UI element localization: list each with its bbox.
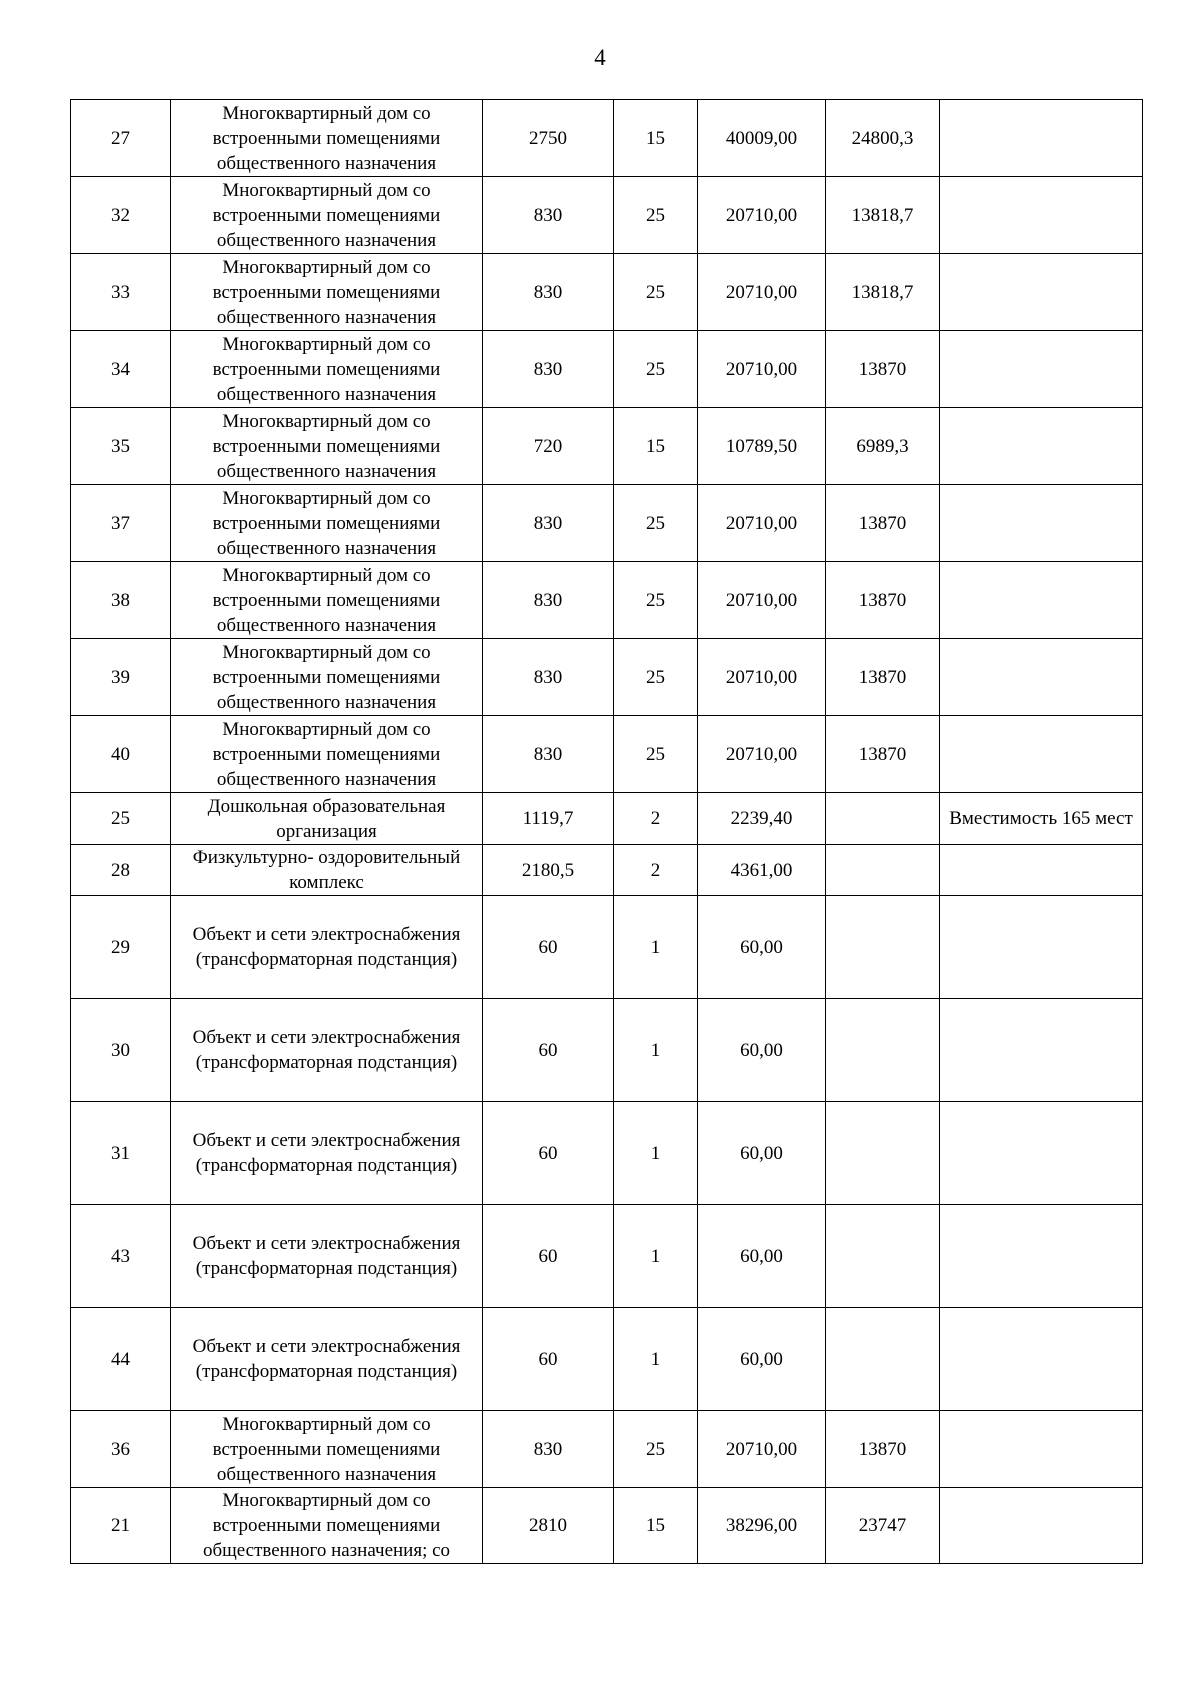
cell-value-6 (826, 999, 940, 1102)
cell-number: 29 (71, 896, 171, 999)
table-row (71, 999, 1143, 1102)
cell-number: 40 (71, 716, 171, 793)
cell-value-3: 830 (483, 639, 614, 716)
cell-value-4: 25 (614, 562, 698, 639)
cell-value-4: 25 (614, 1411, 698, 1488)
cell-value-5: 20710,00 (698, 254, 826, 331)
cell-value-5: 20710,00 (698, 177, 826, 254)
table-row (71, 408, 1143, 485)
cell-value-3: 830 (483, 716, 614, 793)
cell-note: Вместимость 165 мест (940, 793, 1143, 845)
cell-value-4: 25 (614, 639, 698, 716)
cell-object-name: Многоквартирный дом со встроенными помещениями общественного назначения (171, 254, 483, 331)
cell-number: 36 (71, 1411, 171, 1488)
table-row (71, 1411, 1143, 1488)
cell-object-name: Многоквартирный дом со встроенными помещениями общественного назначения; со (171, 1488, 483, 1564)
cell-value-3: 830 (483, 177, 614, 254)
cell-value-3: 2180,5 (483, 845, 614, 896)
cell-value-5: 2239,40 (698, 793, 826, 845)
cell-object-name: Объект и сети электроснабжения (трансформаторная подстанция) (171, 1205, 483, 1308)
objects-table (70, 99, 1143, 1564)
cell-value-6: 13818,7 (826, 177, 940, 254)
cell-value-5: 20710,00 (698, 485, 826, 562)
cell-value-5: 10789,50 (698, 408, 826, 485)
cell-object-name: Многоквартирный дом со встроенными помещениями общественного назначения (171, 100, 483, 177)
cell-value-4: 25 (614, 485, 698, 562)
table-row (71, 639, 1143, 716)
cell-value-5: 38296,00 (698, 1488, 826, 1564)
cell-number: 39 (71, 639, 171, 716)
cell-value-3: 2810 (483, 1488, 614, 1564)
cell-object-name: Дошкольная образовательная организация (171, 793, 483, 845)
cell-note (940, 254, 1143, 331)
cell-value-6 (826, 1102, 940, 1205)
table-row (71, 485, 1143, 562)
cell-value-5: 20710,00 (698, 331, 826, 408)
table-row (71, 100, 1143, 177)
cell-value-3: 60 (483, 999, 614, 1102)
cell-number: 44 (71, 1308, 171, 1411)
cell-value-6 (826, 845, 940, 896)
cell-value-4: 2 (614, 793, 698, 845)
cell-value-3: 720 (483, 408, 614, 485)
cell-value-5: 60,00 (698, 1205, 826, 1308)
cell-value-4: 2 (614, 845, 698, 896)
cell-value-5: 20710,00 (698, 639, 826, 716)
table-row (71, 896, 1143, 999)
cell-value-3: 830 (483, 331, 614, 408)
cell-object-name: Объект и сети электроснабжения (трансформаторная подстанция) (171, 999, 483, 1102)
cell-value-5: 60,00 (698, 999, 826, 1102)
cell-object-name: Многоквартирный дом со встроенными помещениями общественного назначения (171, 639, 483, 716)
table-row (71, 845, 1143, 896)
cell-number: 35 (71, 408, 171, 485)
cell-value-6: 13870 (826, 639, 940, 716)
cell-value-4: 25 (614, 254, 698, 331)
cell-value-5: 60,00 (698, 896, 826, 999)
cell-value-3: 2750 (483, 100, 614, 177)
cell-value-6: 13870 (826, 331, 940, 408)
cell-value-4: 1 (614, 999, 698, 1102)
cell-note (940, 845, 1143, 896)
cell-object-name: Многоквартирный дом со встроенными помещениями общественного назначения (171, 485, 483, 562)
cell-note (940, 716, 1143, 793)
cell-object-name: Объект и сети электроснабжения (трансформаторная подстанция) (171, 1308, 483, 1411)
cell-object-name: Многоквартирный дом со встроенными помещениями общественного назначения (171, 331, 483, 408)
cell-number: 28 (71, 845, 171, 896)
cell-value-3: 830 (483, 562, 614, 639)
cell-object-name: Многоквартирный дом со встроенными помещениями общественного назначения (171, 408, 483, 485)
cell-value-6 (826, 793, 940, 845)
cell-number: 30 (71, 999, 171, 1102)
cell-note (940, 1411, 1143, 1488)
cell-value-4: 15 (614, 408, 698, 485)
cell-value-5: 20710,00 (698, 562, 826, 639)
cell-value-3: 830 (483, 254, 614, 331)
cell-note (940, 331, 1143, 408)
cell-object-name: Многоквартирный дом со встроенными помещениями общественного назначения (171, 1411, 483, 1488)
cell-value-6 (826, 1205, 940, 1308)
cell-value-6: 13870 (826, 562, 940, 639)
cell-value-5: 20710,00 (698, 1411, 826, 1488)
cell-value-5: 60,00 (698, 1102, 826, 1205)
cell-note (940, 485, 1143, 562)
cell-number: 27 (71, 100, 171, 177)
cell-number: 34 (71, 331, 171, 408)
cell-value-6: 6989,3 (826, 408, 940, 485)
cell-value-5: 40009,00 (698, 100, 826, 177)
cell-value-3: 830 (483, 1411, 614, 1488)
cell-note (940, 999, 1143, 1102)
cell-value-6: 23747 (826, 1488, 940, 1564)
cell-object-name: Многоквартирный дом со встроенными помещениями общественного назначения (171, 177, 483, 254)
cell-value-3: 60 (483, 1102, 614, 1205)
cell-note (940, 896, 1143, 999)
cell-note (940, 1205, 1143, 1308)
cell-value-4: 1 (614, 896, 698, 999)
table-row (71, 177, 1143, 254)
table-row (71, 1205, 1143, 1308)
cell-value-6: 13870 (826, 485, 940, 562)
table-row (71, 793, 1143, 845)
cell-note (940, 1102, 1143, 1205)
cell-value-4: 1 (614, 1102, 698, 1205)
cell-value-4: 15 (614, 1488, 698, 1564)
cell-note (940, 408, 1143, 485)
cell-value-3: 60 (483, 896, 614, 999)
cell-value-4: 25 (614, 177, 698, 254)
table-row (71, 562, 1143, 639)
cell-object-name: Объект и сети электроснабжения (трансформаторная подстанция) (171, 896, 483, 999)
cell-value-6: 13870 (826, 1411, 940, 1488)
cell-value-6 (826, 1308, 940, 1411)
cell-note (940, 100, 1143, 177)
table-body (71, 100, 1143, 1564)
cell-note (940, 177, 1143, 254)
cell-value-3: 1119,7 (483, 793, 614, 845)
cell-value-6: 13818,7 (826, 254, 940, 331)
cell-value-5: 20710,00 (698, 716, 826, 793)
table-row (71, 716, 1143, 793)
cell-object-name: Многоквартирный дом со встроенными помещениями общественного назначения (171, 716, 483, 793)
cell-value-4: 25 (614, 331, 698, 408)
cell-object-name: Объект и сети электроснабжения (трансформаторная подстанция) (171, 1102, 483, 1205)
table-row (71, 1488, 1143, 1564)
page-number: 4 (594, 45, 606, 70)
cell-value-3: 60 (483, 1308, 614, 1411)
cell-value-5: 4361,00 (698, 845, 826, 896)
cell-value-4: 15 (614, 100, 698, 177)
table-row (71, 1308, 1143, 1411)
cell-number: 37 (71, 485, 171, 562)
cell-value-3: 60 (483, 1205, 614, 1308)
cell-object-name: Физкультурно- оздоровительный комплекс (171, 845, 483, 896)
cell-number: 32 (71, 177, 171, 254)
cell-number: 31 (71, 1102, 171, 1205)
cell-value-4: 1 (614, 1205, 698, 1308)
cell-note (940, 1308, 1143, 1411)
table-row (71, 331, 1143, 408)
cell-note (940, 639, 1143, 716)
cell-value-3: 830 (483, 485, 614, 562)
cell-number: 33 (71, 254, 171, 331)
table-row (71, 254, 1143, 331)
cell-note (940, 1488, 1143, 1564)
cell-number: 38 (71, 562, 171, 639)
cell-object-name: Многоквартирный дом со встроенными помещениями общественного назначения (171, 562, 483, 639)
cell-value-5: 60,00 (698, 1308, 826, 1411)
cell-value-4: 1 (614, 1308, 698, 1411)
cell-value-4: 25 (614, 716, 698, 793)
cell-value-6: 13870 (826, 716, 940, 793)
cell-number: 43 (71, 1205, 171, 1308)
cell-value-6: 24800,3 (826, 100, 940, 177)
cell-value-6 (826, 896, 940, 999)
cell-number: 25 (71, 793, 171, 845)
table-row (71, 1102, 1143, 1205)
cell-note (940, 562, 1143, 639)
cell-number: 21 (71, 1488, 171, 1564)
